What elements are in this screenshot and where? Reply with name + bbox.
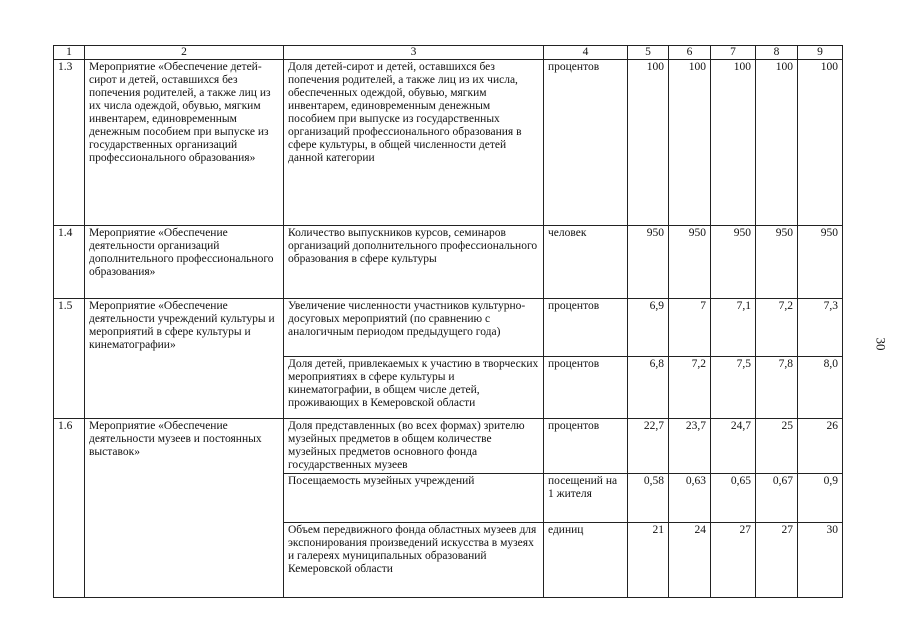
value-cell: 0,67 <box>756 474 798 523</box>
table-row <box>54 299 843 357</box>
table-row <box>54 419 843 474</box>
value-cell: 26 <box>798 419 843 474</box>
event-cell: Мероприятие «Обеспечение деятельности музеев и постоянных выставок» <box>85 419 284 598</box>
value-cell: 100 <box>756 60 798 226</box>
value-cell: 0,63 <box>669 474 711 523</box>
column-header: 2 <box>85 46 284 60</box>
value-cell: 6,8 <box>628 357 669 419</box>
value-cell: 21 <box>628 523 669 598</box>
value-cell: 27 <box>756 523 798 598</box>
indicator-name-cell: Объем передвижного фонда областных музеев для экспонирования произведений искусства в музеях и галереях муниципальных образований Кемеровской области <box>284 523 544 598</box>
value-cell: 950 <box>711 226 756 299</box>
unit-cell: процентов <box>544 357 628 419</box>
value-cell: 100 <box>798 60 843 226</box>
unit-cell: процентов <box>544 60 628 226</box>
column-header: 1 <box>54 46 85 60</box>
value-cell: 100 <box>711 60 756 226</box>
value-cell: 27 <box>711 523 756 598</box>
table-body <box>54 46 843 598</box>
value-cell: 30 <box>798 523 843 598</box>
indicator-name-cell: Количество выпускников курсов, семинаров организаций дополнительного профессионального образования в сфере культуры <box>284 226 544 299</box>
value-cell: 0,58 <box>628 474 669 523</box>
unit-cell: единиц <box>544 523 628 598</box>
row-number-cell: 1.6 <box>54 419 85 598</box>
row-number-cell: 1.3 <box>54 60 85 226</box>
value-cell: 7,5 <box>711 357 756 419</box>
page-number: 30 <box>873 337 889 351</box>
value-cell: 7 <box>669 299 711 357</box>
indicators-table <box>53 45 843 598</box>
column-header: 5 <box>628 46 669 60</box>
value-cell: 0,65 <box>711 474 756 523</box>
unit-cell: посещений на 1 жителя <box>544 474 628 523</box>
value-cell: 950 <box>756 226 798 299</box>
value-cell: 6,9 <box>628 299 669 357</box>
value-cell: 25 <box>756 419 798 474</box>
event-cell: Мероприятие «Обеспечение деятельности учреждений культуры и мероприятий в сфере культуры и кинематографии» <box>85 299 284 419</box>
row-number-cell: 1.5 <box>54 299 85 419</box>
indicator-name-cell: Увеличение численности участников культурно-досуговых мероприятий (по сравнению с аналогичным периодом предыдущего года) <box>284 299 544 357</box>
value-cell: 22,7 <box>628 419 669 474</box>
column-header: 7 <box>711 46 756 60</box>
value-cell: 7,2 <box>756 299 798 357</box>
table-row <box>54 226 843 299</box>
value-cell: 7,8 <box>756 357 798 419</box>
value-cell: 7,2 <box>669 357 711 419</box>
unit-cell: процентов <box>544 299 628 357</box>
column-header: 9 <box>798 46 843 60</box>
indicator-name-cell: Посещаемость музейных учреждений <box>284 474 544 523</box>
value-cell: 100 <box>628 60 669 226</box>
value-cell: 7,3 <box>798 299 843 357</box>
unit-cell: процентов <box>544 419 628 474</box>
column-header: 6 <box>669 46 711 60</box>
column-header: 3 <box>284 46 544 60</box>
column-header: 8 <box>756 46 798 60</box>
indicator-name-cell: Доля представленных (во всех формах) зрителю музейных предметов в общем количестве музейных предметов основного фонда государственных музеев <box>284 419 544 474</box>
event-cell: Мероприятие «Обеспечение детей-сирот и детей, оставшихся без попечения родителей, а также лиц из их числа одеждой, обувью, мягким инвентарем, единовременным денежным пособием при выпуске из государственных организаций профессионального образования» <box>85 60 284 226</box>
row-number-cell: 1.4 <box>54 226 85 299</box>
value-cell: 100 <box>669 60 711 226</box>
indicator-name-cell: Доля детей-сирот и детей, оставшихся без попечения родителей, а также лиц из их числа, обеспеченных одеждой, обувью, мягким инвентарем, единовременным денежным пособием при выпуске из государственных организаций профессионального образования в сфере культуры, в общей численности детей данной категории <box>284 60 544 226</box>
value-cell: 950 <box>628 226 669 299</box>
table-header-row <box>54 46 843 60</box>
value-cell: 23,7 <box>669 419 711 474</box>
unit-cell: человек <box>544 226 628 299</box>
value-cell: 950 <box>798 226 843 299</box>
value-cell: 24 <box>669 523 711 598</box>
column-header: 4 <box>544 46 628 60</box>
table-row <box>54 60 843 226</box>
value-cell: 24,7 <box>711 419 756 474</box>
indicator-name-cell: Доля детей, привлекаемых к участию в творческих мероприятиях в сфере культуры и кинематографии, в общем числе детей, проживающих в Кемеровской области <box>284 357 544 419</box>
value-cell: 7,1 <box>711 299 756 357</box>
value-cell: 0,9 <box>798 474 843 523</box>
value-cell: 8,0 <box>798 357 843 419</box>
value-cell: 950 <box>669 226 711 299</box>
event-cell: Мероприятие «Обеспечение деятельности организаций дополнительного профессионального образования» <box>85 226 284 299</box>
